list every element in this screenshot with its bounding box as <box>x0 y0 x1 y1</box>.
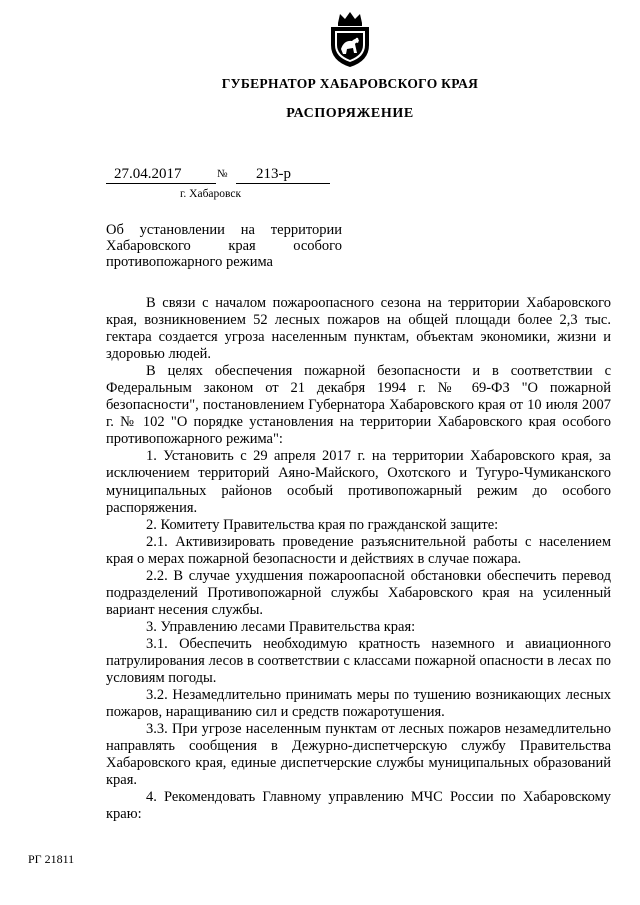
paragraph: В связи с началом пожароопасного сезона на территории Хабаровского края, возникновением 52 лесных пожаров на общей площади более 2,3 тыс. гектара создается угроза населенным пунктам, объектам экономики, жизни и здоровью людей. <box>106 295 611 363</box>
paragraph: 2.2. В случае ухудшения пожароопасной обстановки обеспечить перевод подразделений Противопожарной службы Хабаровского края на усиленный вариант несения службы. <box>106 567 611 618</box>
document-place: г. Хабаровск <box>180 188 242 200</box>
coat-of-arms-icon <box>326 9 374 69</box>
paragraph: 3.3. При угрозе населенным пунктам от лесных пожаров незамедлительно направлять сообщения в Дежурно-диспетчерскую службу Правительства Хабаровского края, единые диспетчерские службы муниципальных образований края. <box>106 721 611 789</box>
document-subject: Об установлении на территории Хабаровского края особого противопожарного режима <box>106 222 342 270</box>
paragraph: 4. Рекомендовать Главному управлению МЧС России по Хабаровскому краю: <box>106 789 611 823</box>
paragraph: 3.2. Незамедлительно принимать меры по тушению возникающих лесных пожаров, наращиванию сил и средств пожаротушения. <box>106 687 611 721</box>
paragraph: 3.1. Обеспечить необходимую кратность наземного и авиационного патрулирования лесов в соответствии с классами пожарной опасности в лесах по условиям погоды. <box>106 635 611 687</box>
document-type: РАСПОРЯЖЕНИЕ <box>286 106 414 121</box>
paragraph: 2.1. Активизировать проведение разъяснительной работы с населением края о мерах пожарной безопасности и действиях в случае пожара. <box>106 533 611 567</box>
document-body <box>106 295 611 823</box>
paragraph: 3. Управлению лесами Правительства края: <box>146 618 416 635</box>
paragraph: В целях обеспечения пожарной безопасности и в соответствии с Федеральным законом от 21 декабря 1994 г. № 69-ФЗ "О пожарной безопасности", постановлением Губернатора Хабаровского края от 10 июля 2007 г. № 102 "О порядке установления на территории Хабаровского края особого противопожарного режима": <box>106 363 611 448</box>
paragraph: 2. Комитету Правительства края по гражданской защите: <box>146 516 499 533</box>
issuing-authority: ГУБЕРНАТОР ХАБАРОВСКОГО КРАЯ <box>221 76 479 91</box>
paragraph: 1. Установить с 29 апреля 2017 г. на территории Хабаровского края, за исключением территорий Аяно-Майского, Охотского и Тугуро-Чумиканского муниципальных районов особый противопожарный режим до особого распоряжения. <box>106 448 611 516</box>
registration-code: РГ 21811 <box>28 852 75 866</box>
document-date: 27.04.2017 <box>106 165 216 184</box>
number-sign: № <box>217 168 228 180</box>
document-number: 213-р <box>236 165 330 184</box>
